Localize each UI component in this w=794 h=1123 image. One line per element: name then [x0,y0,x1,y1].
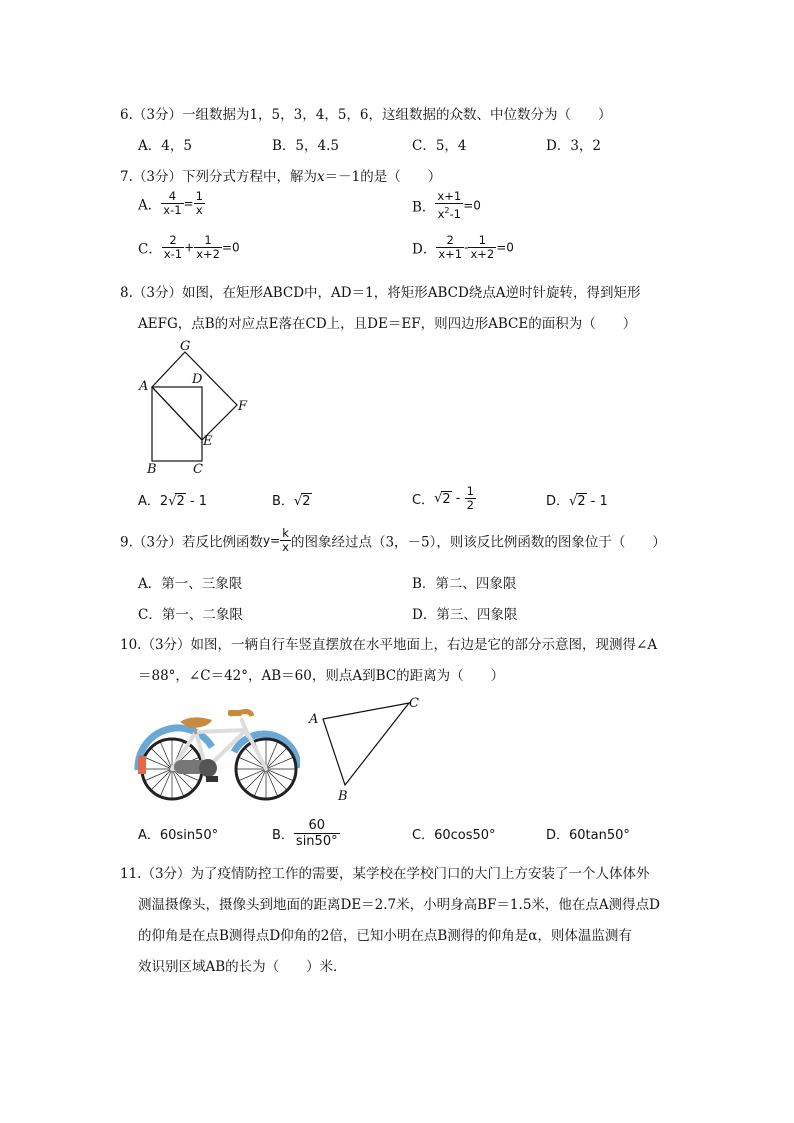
q10-option-a: A．60sin50° [138,828,219,843]
label-b: B [338,789,348,804]
q6-stem: 6.（3分）一组数据为1，5，3，4，5，6，这组数据的众数、中位数分为（ ） [120,107,612,123]
q10-option-b: B． $\frac{60}{\sin 50^\circ}$ [272,818,338,849]
label-a: A [309,712,319,727]
q11-line4: 效识别区域AB的长为（ ）米． [138,959,347,975]
q10-option-d: D．60tan50° [546,828,630,843]
q9-option-a: A．第一、三象限 [138,576,243,592]
q9-option-b: B．第二、四象限 [412,576,517,592]
q8-stem-line1: 8.（3分）如图，在矩形ABCD中，AD＝1，将矩形ABCD绕点A逆时针旋转，得到矩形 [120,285,641,301]
q9-option-c: C．第一、二象限 [138,607,243,623]
triangle-abc [323,703,409,785]
label-f: F [238,399,248,414]
label-b: B [147,462,157,477]
q6-option-b: B．5，4.5 [272,138,339,154]
q7-option-b: B． $\frac{x+1}{x^2-1}$ =0 [412,189,481,221]
label-c: C [193,462,203,477]
label-d: D [192,372,203,387]
label-g: G [180,339,191,354]
bicycle-illustration [134,702,300,804]
q7-option-c: C． $\frac{2}{x-1}$ + $\frac{1}{x+2}$ =0 [138,233,240,261]
q9-option-d: D．第三、四象限 [412,607,518,623]
label-a: A [139,379,149,394]
q10-stem-line2: ＝88°，∠C＝42°，AB＝60，则点A到BC的距离为（ ） [138,668,505,684]
q8-option-a: A．2√2 - 1 [138,494,207,509]
q7-stem-pre: 7.（3分）下列分式方程中，解为 [120,169,317,185]
rectangle-abcd [152,387,202,461]
triangle-abc-figure [305,693,435,805]
q7-stem-post: ＝－1的是（ ） [324,169,442,185]
q11-line1: 11.（3分）为了疫情防控工作的需要，某学校在学校门口的大门上方安装了一个人体体外 [120,866,650,882]
label-c: C [409,696,419,711]
q8-option-b: B．√2 [272,494,311,509]
q6-option-a: A．4，5 [138,138,192,154]
q7-stem [120,165,441,185]
q10-stem-line1: 10.（3分）如图，一辆自行车竖直摆放在水平地面上，右边是它的部分示意图，现测得∠A [120,637,658,653]
q10-option-c: C．60cos50° [412,828,496,843]
q11-line3: 的仰角是在点B测得点D仰角的2倍，已知小明在点B测得的仰角是α，则体温监测有 [138,928,632,944]
rectangle-rotation-figure [130,335,260,480]
q8-option-d: D．√2 - 1 [546,494,608,509]
q11-line2: 测温摄像头，摄像头到地面的距离DE＝2.7米，小明身高BF＝1.5米，他在点A测得点D [138,897,660,913]
rectangle-aefg [152,352,237,440]
q8-option-c: C．√2 - $\frac{1}{2}$ [412,484,474,512]
label-e: E [203,434,213,449]
q7-option-d: D． $\frac{2}{x+1}$ - $\frac{1}{x+2}$ =0 [412,233,514,261]
q9-stem: 9.（3分）若反比例函数y= $\frac{k}{x}$ 的图象经过点（3，－5），则该反比例函数的图象位于（ ） [120,526,666,554]
diagonal-ae [152,387,202,440]
q7-option-a: A． $\frac{4}{x-1}$ = $\frac{1}{x}$ [138,189,203,217]
q8-stem-line2: AEFG，点B的对应点E落在CD上，且DE＝EF，则四边形ABCE的面积为（ ） [138,316,637,332]
q6-option-c: C．5，4 [412,138,467,154]
q7-stem-var: x [316,169,325,185]
q6-option-d: D．3，2 [546,138,602,154]
